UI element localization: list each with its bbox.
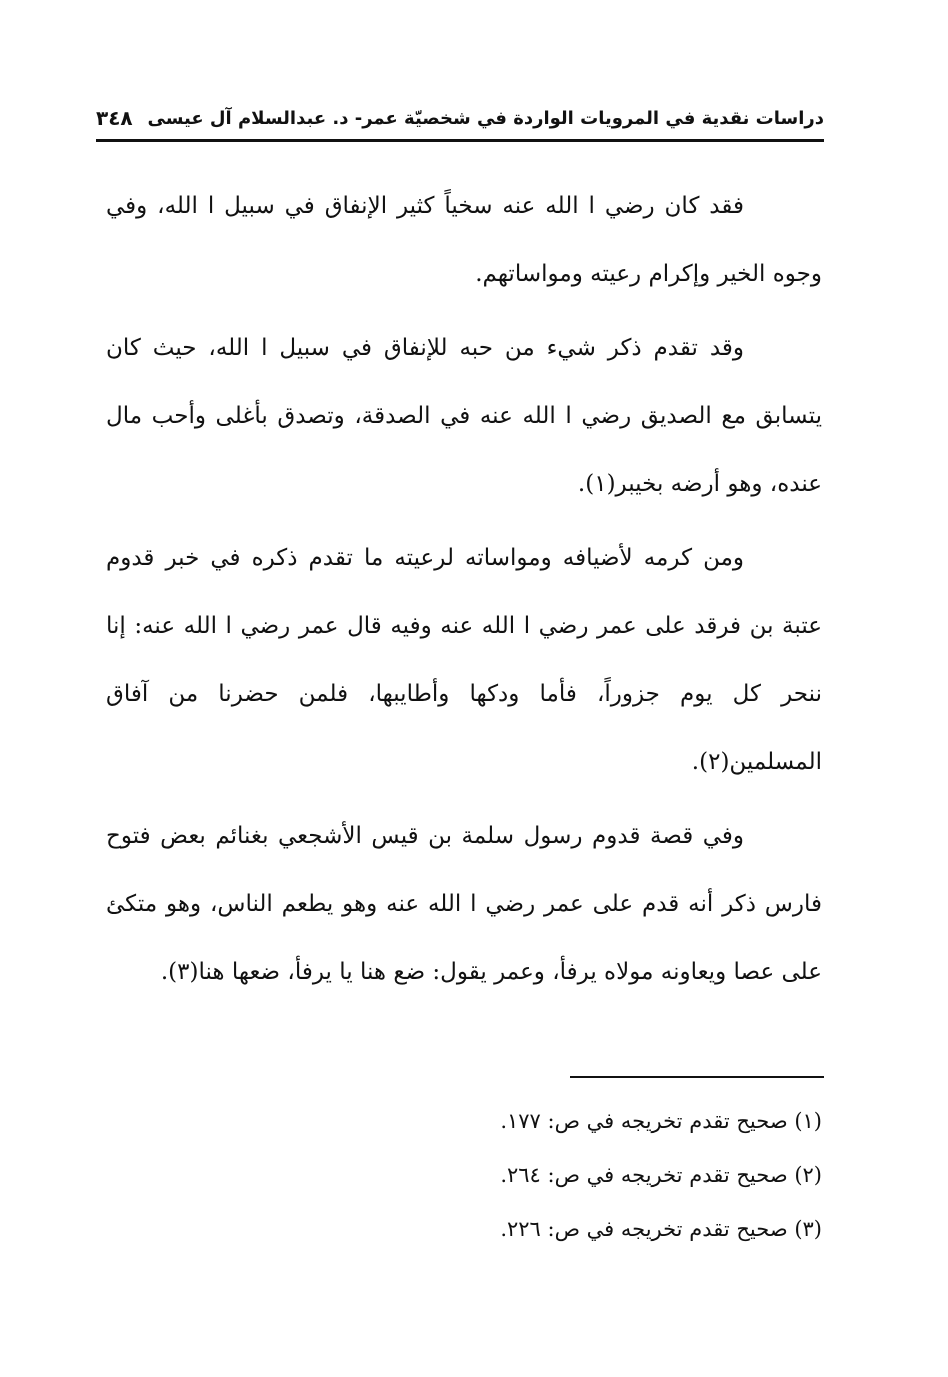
footnote-1: (١) صحيح تقدم تخريجه في ص: ١٧٧. [500, 1109, 822, 1133]
footnote-2: (٢) صحيح تقدم تخريجه في ص: ٢٦٤. [500, 1163, 822, 1187]
paragraph-1: فقد كان رضي ا الله عنه سخياً كثير الإنفاق في سبيل ا الله، وفي وجوه الخير وإكرام رعيته ومواساتهم. [106, 193, 822, 287]
footnote-3: (٣) صحيح تقدم تخريجه في ص: ٢٢٦. [500, 1217, 822, 1241]
paragraph-3: ومن كرمه لأضيافه ومواساته لرعيته ما تقدم ذكره في خبر قدوم عتبة بن فرقد على عمر رضي ا الله عنه وفيه قال عمر رضي ا الله عنه: إنا ننحر كل يوم جزوراً، فأما ودكها وأطايبها، فلمن حضرنا من آفاق المسلمين(٢). [106, 545, 822, 775]
footnote-divider [570, 1076, 824, 1078]
page-number: ٣٤٨ [96, 106, 133, 130]
main-text [106, 172, 822, 1012]
page-header [96, 100, 824, 136]
footnotes [300, 1094, 822, 1256]
paragraph-2: وقد تقدم ذكر شيء من حبه للإنفاق في سبيل ا الله، حيث كان يتسابق مع الصديق رضي ا الله عنه في الصدقة، وتصدق بأغلى وأحب مال عنده، وهو أرضه بخيبر(١). [106, 335, 822, 497]
header-divider [96, 139, 824, 142]
running-title: دراسات نقدية في المرويات الواردة في شخصيّة عمر- د. عبدالسلام آل عيسى [147, 107, 824, 129]
paragraph-4: وفي قصة قدوم رسول سلمة بن قيس الأشجعي بغنائم بعض فتوح فارس ذكر أنه قدم على عمر رضي ا الله عنه وهو يطعم الناس، وهو متكئ على عصا ويعاونه مولاه يرفأ، وعمر يقول: ضع هنا يا يرفأ، ضعها هنا(٣). [106, 823, 822, 985]
